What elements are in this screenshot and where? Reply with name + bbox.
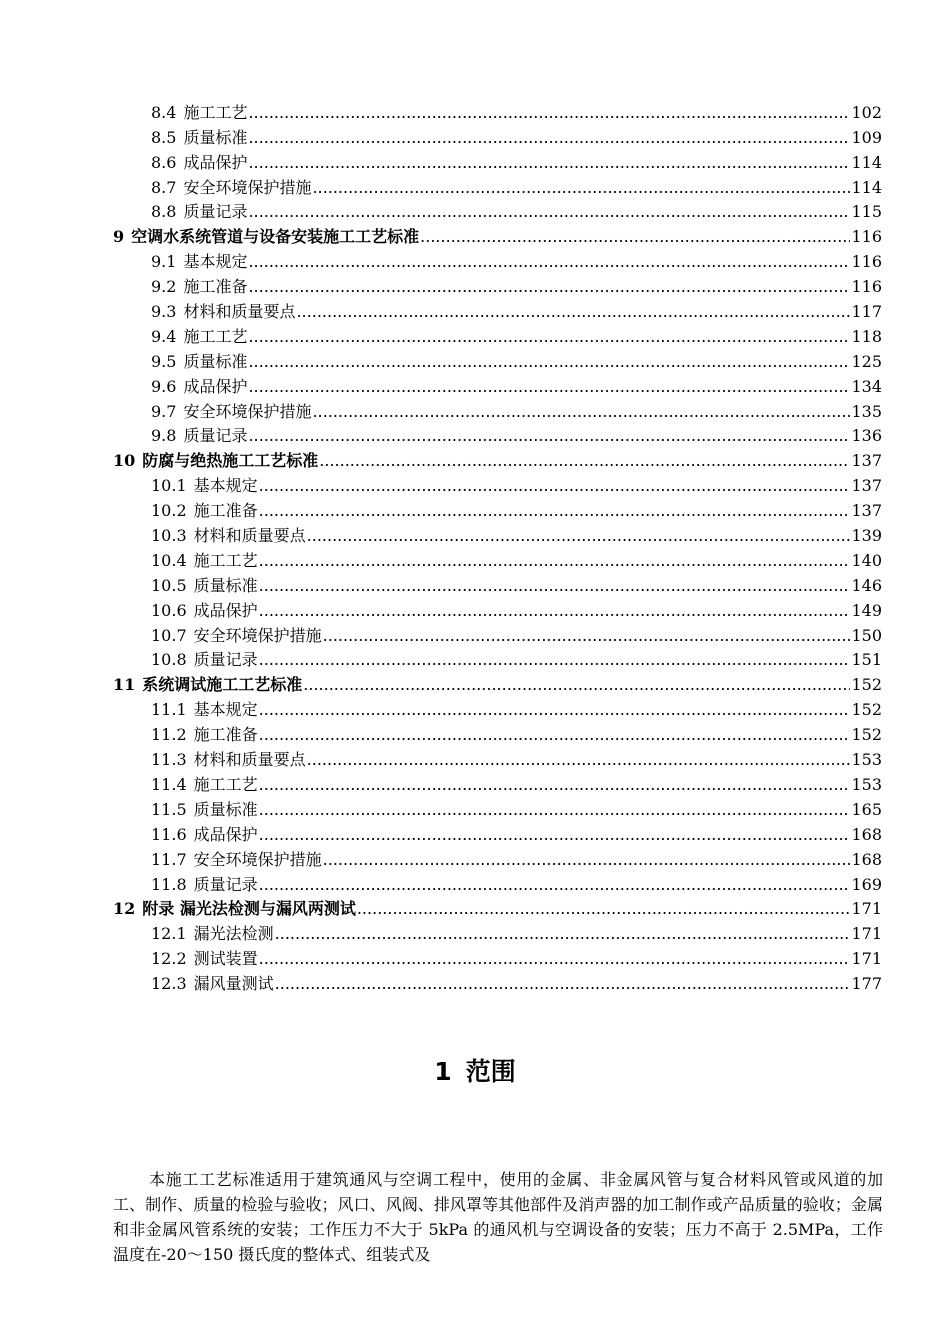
toc-entry-number: 8.6: [151, 152, 177, 172]
toc-entry-number: 10.5: [151, 575, 187, 595]
toc-entry-title: 成品保护: [183, 376, 248, 396]
toc-entry-title: 附录 漏光法检测与漏风两测试: [142, 899, 356, 919]
toc-entry-page: 152: [851, 725, 882, 745]
toc-entry[interactable]: [0, 895, 950, 920]
toc-entry[interactable]: [0, 446, 950, 471]
toc-entry-number: 9.8: [151, 426, 177, 446]
toc-entry-title: 安全环境保护措施: [193, 625, 322, 645]
toc-dot-leader: [259, 700, 851, 720]
toc-entry-page: 125: [851, 351, 882, 371]
toc-entry[interactable]: [0, 272, 950, 297]
toc-entry[interactable]: [0, 646, 950, 671]
toc-dot-leader: [248, 327, 850, 347]
toc-entry-title: 施工工艺: [193, 550, 258, 570]
toc-entry[interactable]: [0, 397, 950, 422]
toc-entry-number: 11: [113, 675, 136, 695]
toc-entry-title: 安全环境保护措施: [193, 849, 322, 869]
toc-dot-leader: [259, 501, 851, 521]
toc-entry-page: 171: [851, 949, 882, 969]
toc-entry-page: 169: [851, 874, 882, 894]
toc-entry[interactable]: [0, 422, 950, 447]
toc-dot-leader: [248, 277, 850, 297]
toc-entry-number: 11.6: [151, 824, 187, 844]
toc-entry-page: 150: [851, 625, 882, 645]
toc-entry-page: 134: [851, 376, 882, 396]
toc-dot-leader: [357, 899, 851, 919]
toc-entry-number: 12.3: [151, 974, 187, 994]
toc-entry[interactable]: [0, 720, 950, 745]
toc-entry-title: 质量标准: [193, 575, 258, 595]
toc-entry-title: 基本规定: [193, 700, 258, 720]
toc-entry-page: 149: [851, 600, 882, 620]
toc-entry[interactable]: [0, 571, 950, 596]
toc-entry[interactable]: [0, 820, 950, 845]
toc-entry-page: 146: [851, 575, 882, 595]
section-heading: [0, 1052, 950, 1088]
toc-dot-leader: [312, 402, 850, 422]
toc-entry-page: 114: [851, 177, 882, 197]
toc-entry[interactable]: [0, 222, 950, 247]
toc-entry-title: 施工准备: [193, 725, 258, 745]
toc-dot-leader: [259, 775, 851, 795]
toc-entry-title: 成品保护: [193, 824, 258, 844]
toc-dot-leader: [248, 352, 850, 372]
toc-entry[interactable]: [0, 496, 950, 521]
toc-dot-leader: [259, 825, 851, 845]
toc-entry[interactable]: [0, 347, 950, 372]
toc-entry-title: 施工工艺: [183, 326, 248, 346]
toc-entry-number: 9.6: [151, 376, 177, 396]
toc-dot-leader: [312, 178, 850, 198]
toc-entry-page: 137: [851, 451, 882, 471]
toc-entry-page: 115: [851, 202, 882, 222]
toc-entry-title: 安全环境保护措施: [183, 177, 312, 197]
toc-entry-page: 168: [851, 824, 882, 844]
toc-entry-number: 10.6: [151, 600, 187, 620]
toc-entry[interactable]: [0, 919, 950, 944]
toc-dot-leader: [248, 153, 850, 173]
toc-entry-title: 质量记录: [193, 874, 258, 894]
toc-dot-leader: [259, 875, 851, 895]
toc-entry[interactable]: [0, 621, 950, 646]
toc-entry-title: 成品保护: [193, 600, 258, 620]
toc-entry[interactable]: [0, 596, 950, 621]
toc-entry-page: 114: [851, 152, 882, 172]
toc-entry-page: 177: [851, 974, 882, 994]
toc-dot-leader: [323, 850, 851, 870]
toc-entry[interactable]: [0, 670, 950, 695]
toc-entry-title: 测试装置: [193, 949, 258, 969]
toc-entry-number: 9.5: [151, 351, 177, 371]
toc-dot-leader: [319, 451, 850, 471]
toc-entry[interactable]: [0, 322, 950, 347]
toc-entry-page: 109: [851, 127, 882, 147]
toc-entry-number: 10: [113, 451, 136, 471]
toc-dot-leader: [275, 924, 851, 944]
toc-entry-page: 153: [851, 750, 882, 770]
toc-entry-page: 139: [851, 526, 882, 546]
toc-entry[interactable]: [0, 944, 950, 969]
toc-entry[interactable]: [0, 770, 950, 795]
toc-entry-page: 140: [851, 550, 882, 570]
toc-entry-title: 防腐与绝热施工工艺标准: [142, 451, 319, 471]
toc-entry-title: 质量记录: [183, 426, 248, 446]
toc-entry[interactable]: [0, 123, 950, 148]
toc-entry-number: 10.8: [151, 650, 187, 670]
toc-entry[interactable]: [0, 98, 950, 123]
toc-entry-page: 152: [851, 675, 882, 695]
toc-entry-number: 11.2: [151, 725, 187, 745]
toc-dot-leader: [323, 626, 851, 646]
toc-entry[interactable]: [0, 471, 950, 496]
toc-dot-leader: [248, 252, 850, 272]
toc-entry-number: 9.7: [151, 401, 177, 421]
toc-entry[interactable]: [0, 148, 950, 173]
toc-entry[interactable]: [0, 845, 950, 870]
toc-entry-page: 102: [851, 102, 882, 122]
toc-entry-title: 空调水系统管道与设备安装施工工艺标准: [131, 227, 420, 247]
toc-entry-number: 8.5: [151, 127, 177, 147]
toc-dot-leader: [259, 949, 851, 969]
toc-entry[interactable]: [0, 198, 950, 223]
section-number: 1: [434, 1057, 452, 1086]
toc-entry-page: 118: [851, 326, 882, 346]
toc-entry-number: 11.4: [151, 774, 187, 794]
toc-entry-title: 质量标准: [183, 351, 248, 371]
toc-entry-page: 117: [851, 302, 882, 322]
toc-entry-title: 系统调试施工工艺标准: [142, 675, 303, 695]
toc-entry-page: 136: [851, 426, 882, 446]
toc-entry-number: 11.1: [151, 700, 187, 720]
toc-dot-leader: [420, 227, 850, 247]
toc-entry-page: 137: [851, 476, 882, 496]
toc-entry-page: 171: [851, 899, 882, 919]
toc-entry-number: 11.3: [151, 750, 187, 770]
toc-dot-leader: [259, 601, 851, 621]
toc-dot-leader: [248, 377, 850, 397]
toc-entry-title: 材料和质量要点: [183, 302, 296, 322]
toc-entry-title: 安全环境保护措施: [183, 401, 312, 421]
toc-entry-page: 116: [851, 227, 882, 247]
toc-entry[interactable]: [0, 969, 950, 994]
toc-entry-number: 9.2: [151, 277, 177, 297]
toc-entry-number: 9: [113, 227, 125, 247]
toc-dot-leader: [303, 675, 850, 695]
toc-entry-title: 材料和质量要点: [193, 750, 306, 770]
toc-entry[interactable]: [0, 521, 950, 546]
toc-entry-title: 基本规定: [193, 476, 258, 496]
toc-entry-number: 8.7: [151, 177, 177, 197]
toc-dot-leader: [259, 476, 851, 496]
toc-entry-page: 171: [851, 924, 882, 944]
toc-entry-page: 151: [851, 650, 882, 670]
toc-dot-leader: [275, 974, 851, 994]
toc-entry[interactable]: [0, 695, 950, 720]
toc-entry-number: 8.4: [151, 102, 177, 122]
toc-entry-title: 漏风量测试: [193, 974, 274, 994]
toc-dot-leader: [259, 725, 851, 745]
table-of-contents: [0, 98, 950, 994]
toc-dot-leader: [307, 750, 851, 770]
toc-entry-number: 12: [113, 899, 136, 919]
toc-entry[interactable]: [0, 297, 950, 322]
toc-entry-title: 成品保护: [183, 152, 248, 172]
toc-entry-title: 施工准备: [193, 501, 258, 521]
toc-entry-number: 9.3: [151, 302, 177, 322]
toc-entry-title: 漏光法检测: [193, 924, 274, 944]
toc-entry-number: 12.1: [151, 924, 187, 944]
toc-entry-title: 材料和质量要点: [193, 526, 306, 546]
toc-entry-page: 116: [851, 252, 882, 272]
toc-entry[interactable]: [0, 173, 950, 198]
toc-entry[interactable]: [0, 247, 950, 272]
toc-entry-number: 12.2: [151, 949, 187, 969]
toc-entry-title: 质量记录: [183, 202, 248, 222]
toc-entry-title: 施工准备: [183, 277, 248, 297]
toc-entry-number: 8.8: [151, 202, 177, 222]
toc-entry[interactable]: [0, 372, 950, 397]
toc-entry-page: 135: [851, 401, 882, 421]
toc-entry-number: 9.4: [151, 326, 177, 346]
toc-entry-page: 116: [851, 277, 882, 297]
toc-entry-number: 10.2: [151, 501, 187, 521]
toc-entry-number: 10.1: [151, 476, 187, 496]
toc-entry-page: 168: [851, 849, 882, 869]
toc-entry-title: 施工工艺: [183, 102, 248, 122]
toc-entry-page: 153: [851, 774, 882, 794]
toc-dot-leader: [296, 302, 850, 322]
toc-entry-number: 10.4: [151, 550, 187, 570]
toc-dot-leader: [307, 526, 851, 546]
toc-entry[interactable]: [0, 795, 950, 820]
toc-dot-leader: [259, 650, 851, 670]
toc-entry-number: 11.7: [151, 849, 187, 869]
toc-entry-number: 9.1: [151, 252, 177, 272]
toc-dot-leader: [259, 551, 851, 571]
toc-entry-number: 10.3: [151, 526, 187, 546]
toc-dot-leader: [248, 426, 850, 446]
toc-entry[interactable]: [0, 870, 950, 895]
section-title: 范围: [465, 1057, 516, 1086]
toc-entry-number: 11.5: [151, 799, 187, 819]
toc-entry-title: 质量标准: [183, 127, 248, 147]
toc-entry-number: 11.8: [151, 874, 187, 894]
toc-entry-title: 质量标准: [193, 799, 258, 819]
toc-entry-page: 152: [851, 700, 882, 720]
toc-entry-title: 基本规定: [183, 252, 248, 272]
toc-entry[interactable]: [0, 745, 950, 770]
toc-entry-title: 施工工艺: [193, 774, 258, 794]
toc-entry-title: 质量记录: [193, 650, 258, 670]
body-paragraph: 本施工工艺标准适用于建筑通风与空调工程中，使用的金属、非金属风管与复合材料风管或风道的加工、制作、质量的检验与验收；风口、风阀、排风罩等其他部件及消声器的加工制作或产品质量的验收；金属和非金属风管系统的安装；工作压力不大于 5kPa 的通风机与空调设备的安装；压力不高于 2.5MPa，工作温度在-20～150 摄氏度的整体式、组装式及: [113, 1170, 883, 1264]
toc-dot-leader: [248, 103, 850, 123]
toc-dot-leader: [259, 800, 851, 820]
toc-entry-page: 165: [851, 799, 882, 819]
toc-entry-page: 137: [851, 501, 882, 521]
toc-dot-leader: [248, 128, 850, 148]
toc-entry-number: 10.7: [151, 625, 187, 645]
toc-dot-leader: [259, 576, 851, 596]
toc-entry[interactable]: [0, 546, 950, 571]
toc-dot-leader: [248, 202, 850, 222]
